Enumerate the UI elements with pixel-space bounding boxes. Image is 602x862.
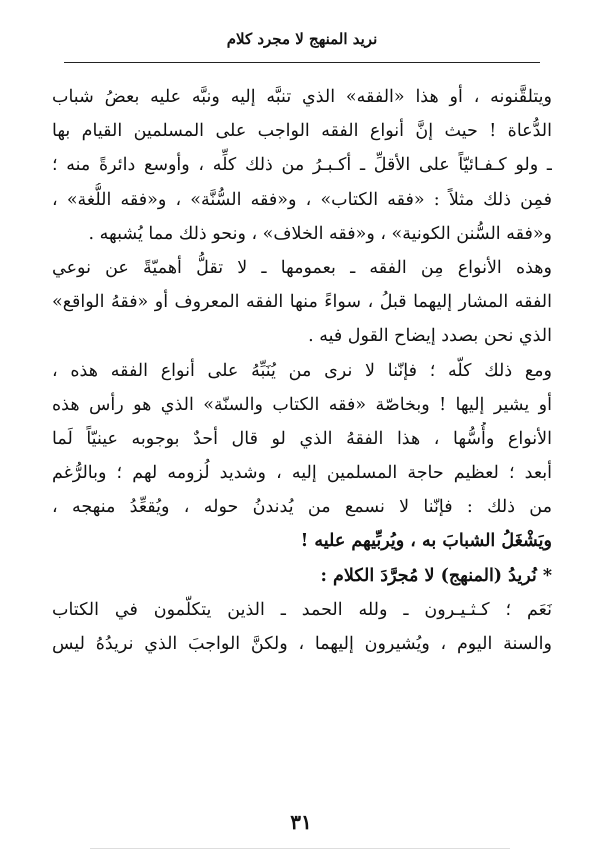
paragraph — [52, 80, 552, 251]
text-line: ويتلقَّنونه ، أو هذا «الفقه» الذي تنبَّه إليه ونبَّه عليه بعضُ شباب — [52, 87, 552, 107]
text-line: الأنواع وأُسُّها ، هذا الفقهُ الذي لو قال أحدٌ بوجوبه عينيّاً لَما — [52, 428, 552, 449]
header-rule — [64, 62, 540, 63]
section — [52, 559, 552, 662]
text-line: نَعَم ؛ كـثـيـرون ـ ولله الحمد ـ الذين يتكلّمون في الكتاب — [52, 599, 552, 620]
text-line: الذي نحن بصدد إيضاح القول فيه . — [308, 326, 552, 347]
section-heading: * نُريدُ (المنهج) لا مُجرَّدَ الكلام : — [320, 565, 552, 586]
text-line: أبعد ؛ لعظيم حاجة المسلمين إليه ، وشديد لُزومه لهم ؛ وبالرُّغم — [52, 463, 552, 484]
text-line: الفقه المشار إليهما قبلُ ، سواءً منها الفقه المعروف أو «فقهُ الواقع» — [52, 292, 552, 313]
text-line: أو يشير إليها ! وبخاصّة «فقه الكتاب والسنّة» الذي هو رأس هذه — [52, 394, 552, 415]
text-line: ومع ذلك كلّه ؛ فإنّنا لا نرى من يُنَبِّهُ على أنواع الفقه هذه ، — [52, 360, 552, 381]
paragraph — [52, 251, 552, 354]
text-line: من ذلك : فإنّنا لا نسمع من يُدندنُ حوله ، ويُقعِّدُ منهجه ، — [52, 497, 552, 518]
text-line: وهذه الأنواع مِن الفقه ـ بعمومها ـ لا تقلُّ أهميّةً عن نوعي — [52, 257, 552, 278]
paragraph — [52, 354, 552, 559]
body-text — [52, 80, 552, 661]
text-line: والسنة اليوم ، ويُشيرون إليهما ، ولكنَّ الواجبَ الذي نريدُهُ ليس — [52, 634, 552, 654]
text-line: ويَشْغَلُ الشبابَ به ، ويُربِّيهم عليه ! — [300, 531, 552, 552]
text-line: الدُّعاة ! حيث إنَّ أنواع الفقه الواجب على المسلمين القيام بها — [52, 121, 552, 142]
text-line: ـ ولو كـفـائيّاً على الأقلِّ ـ أكـبـرُ من ذلك كلِّه ، وأوسع دائرةً منه ؛ — [52, 155, 552, 176]
running-head: نريد المنهج لا مجرد كلام — [226, 30, 378, 48]
bottom-rule — [90, 848, 510, 849]
text-line: و«فقه السُّنن الكونية» ، و«فقه الخلاف» ، ونحو ذلك مما يُشبهه . — [88, 223, 552, 244]
page-number: ٣١ — [290, 810, 312, 834]
text-line: فمِن ذلك مثلاً : «فقه الكتاب» ، و«فقه السُّنَّة» ، و«فقه اللُّغة» ، — [52, 189, 552, 210]
